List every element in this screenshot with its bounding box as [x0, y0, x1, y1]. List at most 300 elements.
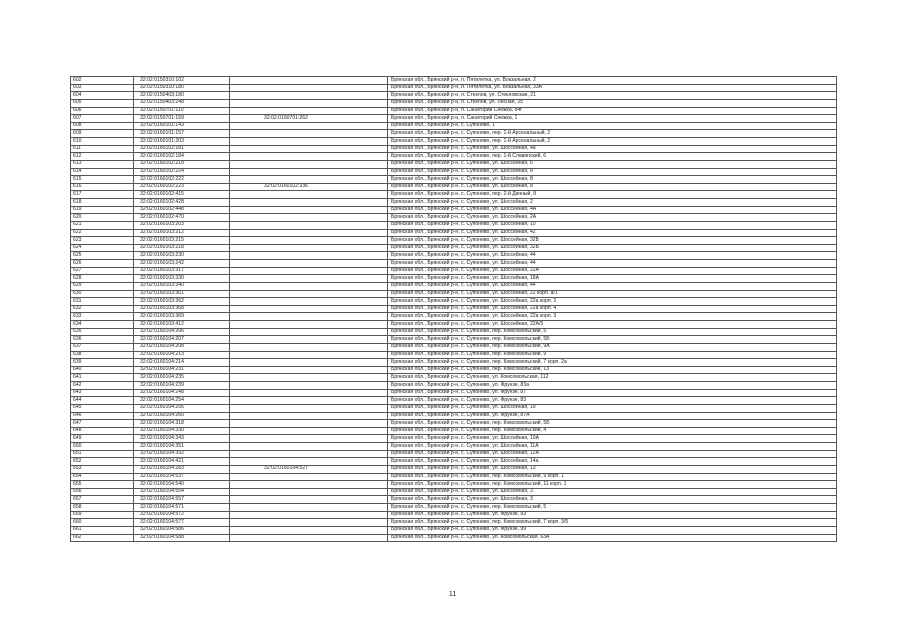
address-cell: Брянская обл., Брянский р-н, с. Супонево, пер. Комсомольский, 4	[388, 427, 837, 435]
address-cell: Брянская обл., Брянский р-н, с. Супонево, ул. Фрунзе, 83	[388, 397, 837, 405]
table-row	[71, 389, 837, 397]
row-number-cell: 613	[71, 160, 134, 168]
row-number-cell: 660	[71, 519, 134, 527]
address-cell: Брянская обл., Брянский р-н, с. Супонево, ул. Шоссейная, 2А	[388, 214, 837, 222]
row-number-cell: 605	[71, 99, 134, 107]
related-cadastral-number-cell	[230, 199, 388, 207]
table-row	[71, 275, 837, 283]
address-cell: Брянская обл., Брянский р-н, с. Супонево, ул. Шоссейная, 44	[388, 282, 837, 290]
row-number-cell: 631	[71, 298, 134, 306]
address-cell: Брянская обл., Брянский р-н, с. Супонево, ул. Шоссейная, 18А	[388, 275, 837, 283]
cadastral-number-cell: 32:02:0160103:412	[134, 321, 230, 329]
address-cell: Брянская обл., Брянский р-н, с. Супонево, ул. Шоссейная, 22а корп. 4	[388, 305, 837, 313]
cadastral-number-cell: 32:02:0160103:317	[134, 267, 230, 275]
table-row	[71, 267, 837, 275]
related-cadastral-number-cell	[230, 168, 388, 176]
cadastral-number-cell: 32:02:0160104:318	[134, 420, 230, 428]
row-number-cell: 609	[71, 130, 134, 138]
related-cadastral-number-cell	[230, 145, 388, 153]
row-number-cell: 619	[71, 206, 134, 214]
table-row	[71, 244, 837, 252]
row-number-cell: 639	[71, 359, 134, 367]
cadastral-number-cell: 32:02:0160104:537	[134, 473, 230, 481]
table-row	[71, 458, 837, 466]
related-cadastral-number-cell	[230, 313, 388, 321]
row-number-cell: 641	[71, 374, 134, 382]
table-row	[71, 206, 837, 214]
cadastral-number-cell: 32:02:0160101:157	[134, 130, 230, 138]
cadastral-number-cell: 32:02:0160102:181	[134, 145, 230, 153]
table-row	[71, 504, 837, 512]
table-row	[71, 138, 837, 146]
address-cell: Брянская обл., Брянский р-н, с. Супонево, пер. Комсомольский, 13	[388, 366, 837, 374]
cadastral-number-cell: 32:02:0160103:230	[134, 252, 230, 260]
row-number-cell: 651	[71, 450, 134, 458]
address-cell: Брянская обл., Брянский р-н, с. Супонево, ул. Шоссейная, 3	[388, 488, 837, 496]
row-number-cell: 630	[71, 290, 134, 298]
address-cell: Брянская обл., Брянский р-н, с. Супонево, пер. Комсомольский, 11 корп. 1	[388, 481, 837, 489]
table-row	[71, 427, 837, 435]
related-cadastral-number-cell	[230, 412, 388, 420]
address-cell: Брянская обл., Брянский р-н, с. Супонево, ул. Шоссейная, 22а корп. 2	[388, 298, 837, 306]
cadastral-number-cell: 32:02:0150403:180	[134, 92, 230, 100]
cadastral-number-cell: 32:02:0160102:470	[134, 214, 230, 222]
related-cadastral-number-cell	[230, 427, 388, 435]
cadastral-number-cell: 32:02:0160104:206	[134, 328, 230, 336]
address-cell: Брянская обл., Брянский р-н, с. Супонево, ул. Шоссейная, 22А/5	[388, 321, 837, 329]
cadastral-number-cell: 32:02:0160104:213	[134, 351, 230, 359]
table-row	[71, 481, 837, 489]
row-number-cell: 638	[71, 351, 134, 359]
related-cadastral-number-cell	[230, 138, 388, 146]
cadastral-number-cell: 32:02:0160104:256	[134, 404, 230, 412]
related-cadastral-number-cell	[230, 519, 388, 527]
row-number-cell: 604	[71, 92, 134, 100]
row-number-cell: 618	[71, 199, 134, 207]
table-row	[71, 153, 837, 161]
row-number-cell: 648	[71, 427, 134, 435]
address-cell: Брянская обл., Брянский р-н, п. Пятилетка, ул. Вокзальная, 33А	[388, 84, 837, 92]
related-cadastral-number-cell	[230, 336, 388, 344]
cadastral-number-cell: 32:02:0160104:392	[134, 450, 230, 458]
address-cell: Брянская обл., Брянский р-н, с. Супонево, ул. Шоссейная, 8	[388, 176, 837, 184]
cadastral-number-cell: 32:02:0160103:361	[134, 290, 230, 298]
table-row	[71, 374, 837, 382]
row-number-cell: 652	[71, 458, 134, 466]
table-row	[71, 99, 837, 107]
related-cadastral-number-cell	[230, 160, 388, 168]
table-row	[71, 84, 837, 92]
row-number-cell: 655	[71, 481, 134, 489]
row-number-cell: 643	[71, 389, 134, 397]
address-cell: Брянская обл., Брянский р-н, с. Супонево, пер. Комсомольский, 9	[388, 351, 837, 359]
cadastral-number-cell: 32:02:0160104:214	[134, 359, 230, 367]
related-cadastral-number-cell	[230, 443, 388, 451]
row-number-cell: 603	[71, 84, 134, 92]
table-body	[71, 77, 837, 542]
address-cell: Брянская обл., Брянский р-н, с. Супонево, ул. Шоссейная, 14а	[388, 458, 837, 466]
address-cell: Брянская обл., Брянский р-н, с. Супонево, ул. Фрунзе, 87А	[388, 412, 837, 420]
table-row	[71, 130, 837, 138]
table-row	[71, 465, 837, 473]
table-row	[71, 298, 837, 306]
table-row	[71, 168, 837, 176]
address-cell: Брянская обл., Брянский р-н, с. Супонево, ул. Шоссейная, 6	[388, 160, 837, 168]
cadastral-number-cell: 32:02:0160102:448	[134, 206, 230, 214]
table-row	[71, 519, 837, 527]
table-row	[71, 420, 837, 428]
row-number-cell: 608	[71, 122, 134, 130]
table-row	[71, 290, 837, 298]
cadastral-number-cell: 32:02:0160102:218	[134, 160, 230, 168]
related-cadastral-number-cell	[230, 130, 388, 138]
row-number-cell: 624	[71, 244, 134, 252]
cadastral-number-cell: 32:02:0150701:159	[134, 115, 230, 123]
row-number-cell: 606	[71, 107, 134, 115]
related-cadastral-number-cell: 32:02:0160104:527	[230, 465, 388, 473]
table-row	[71, 252, 837, 260]
address-cell: Брянская обл., Брянский р-н, с. Супонево, ул. Шоссейная, 19	[388, 404, 837, 412]
table-row	[71, 260, 837, 268]
table-row	[71, 526, 837, 534]
cadastral-number-cell: 32:02:0160103:369	[134, 313, 230, 321]
related-cadastral-number-cell	[230, 321, 388, 329]
related-cadastral-number-cell	[230, 488, 388, 496]
cadastral-number-cell: 32:02:0160104:421	[134, 458, 230, 466]
address-cell: Брянская обл., Брянский р-н, п. Санаторий Снежка, 84г	[388, 107, 837, 115]
table-row	[71, 145, 837, 153]
row-number-cell: 614	[71, 168, 134, 176]
related-cadastral-number-cell	[230, 504, 388, 512]
related-cadastral-number-cell	[230, 191, 388, 199]
cadastral-number-cell: 32:02:0160104:239	[134, 382, 230, 390]
row-number-cell: 649	[71, 435, 134, 443]
related-cadastral-number-cell	[230, 389, 388, 397]
address-cell: Брянская обл., Брянский р-н, с. Супонево, ул. Шоссейная, 10	[388, 221, 837, 229]
related-cadastral-number-cell	[230, 206, 388, 214]
address-cell: Брянская обл., Брянский р-н, с. Супонево, пер. Комсомольский, 5Б	[388, 420, 837, 428]
cadastral-number-cell: 32:02:0160104:571	[134, 504, 230, 512]
address-cell: Брянская обл., Брянский р-н, с. Супонево, ул. Шоссейная, 44	[388, 260, 837, 268]
cadastral-number-cell: 32:02:0160102:223	[134, 183, 230, 191]
table-row	[71, 237, 837, 245]
row-number-cell: 662	[71, 534, 134, 542]
address-cell: Брянская обл., Брянский р-н, с. Супонево, ул. Шоссейная, 4А	[388, 206, 837, 214]
table-row	[71, 404, 837, 412]
address-cell: Брянская обл., Брянский р-н, с. Супонево, ул. Шоссейная, 44	[388, 252, 837, 260]
table-row	[71, 191, 837, 199]
address-cell: Брянская обл., Брянский р-н, с. Супонево, ул. Шоссейная, 10А	[388, 435, 837, 443]
related-cadastral-number-cell	[230, 275, 388, 283]
related-cadastral-number-cell	[230, 107, 388, 115]
address-cell: Брянская обл., Брянский р-н, с. Супонево, ул. Фрунзе, 93	[388, 511, 837, 519]
row-number-cell: 626	[71, 260, 134, 268]
cadastral-number-cell: 32:02:0160104:330	[134, 427, 230, 435]
table-row	[71, 107, 837, 115]
row-number-cell: 607	[71, 115, 134, 123]
table-row	[71, 221, 837, 229]
row-number-cell: 620	[71, 214, 134, 222]
row-number-cell: 610	[71, 138, 134, 146]
row-number-cell: 623	[71, 237, 134, 245]
related-cadastral-number-cell	[230, 526, 388, 534]
cadastral-number-cell: 32:02:0160103:362	[134, 298, 230, 306]
cadastral-number-cell: 32:02:0160102:415	[134, 191, 230, 199]
table-row	[71, 122, 837, 130]
cadastral-number-cell: 32:02:0150701:110	[134, 107, 230, 115]
related-cadastral-number-cell	[230, 420, 388, 428]
cadastral-number-cell: 32:02:0160103:215	[134, 237, 230, 245]
address-cell: Брянская обл., Брянский р-н, с. Супонево, пер. 1-й Арсенальный, 2	[388, 138, 837, 146]
related-cadastral-number-cell	[230, 511, 388, 519]
related-cadastral-number-cell	[230, 260, 388, 268]
table-row	[71, 176, 837, 184]
related-cadastral-number-cell	[230, 397, 388, 405]
row-number-cell: 656	[71, 488, 134, 496]
row-number-cell: 611	[71, 145, 134, 153]
address-cell: Брянская обл., Брянский р-н, с. Супонево, пер. Комсомольский, 9А	[388, 343, 837, 351]
cadastral-number-cell: 32:02:0160104:588	[134, 534, 230, 542]
cadastral-number-cell: 32:02:0160104:260	[134, 412, 230, 420]
related-cadastral-number-cell	[230, 252, 388, 260]
row-number-cell: 635	[71, 328, 134, 336]
address-cell: Брянская обл., Брянский р-н, с. Супонево, пер. Комсомольский, 9 корп. 1	[388, 473, 837, 481]
row-number-cell: 636	[71, 336, 134, 344]
cadastral-number-cell: 32:02:0160102:222	[134, 176, 230, 184]
row-number-cell: 642	[71, 382, 134, 390]
address-cell: Брянская обл., Брянский р-н, с. Супонево, 1	[388, 122, 837, 130]
address-cell: Брянская обл., Брянский р-н, с. Супонево, пер. Комсомольский, 7 корп. 2а	[388, 359, 837, 367]
related-cadastral-number-cell	[230, 328, 388, 336]
table-row	[71, 534, 837, 542]
table-row	[71, 336, 837, 344]
row-number-cell: 602	[71, 77, 134, 85]
table-row	[71, 412, 837, 420]
related-cadastral-number-cell	[230, 458, 388, 466]
cadastral-number-cell: 32:02:0160103:340	[134, 282, 230, 290]
address-cell: Брянская обл., Брянский р-н, с. Супонево, ул. Шоссейная, 32Б	[388, 244, 837, 252]
row-number-cell: 657	[71, 496, 134, 504]
related-cadastral-number-cell	[230, 305, 388, 313]
cadastral-table	[70, 76, 837, 542]
address-cell: Брянская обл., Брянский р-н, с. Супонево, пер. 1-й Славянский, 6	[388, 153, 837, 161]
table-row	[71, 183, 837, 191]
cadastral-number-cell: 32:02:0160104:540	[134, 481, 230, 489]
related-cadastral-number-cell	[230, 176, 388, 184]
address-cell: Брянская обл., Брянский р-н, с. Супонево, ул. Шоссейная, 42	[388, 229, 837, 237]
address-cell: Брянская обл., Брянский р-н, с. Супонево, пер. Комсомольский, 7 корп. 3/5	[388, 519, 837, 527]
related-cadastral-number-cell	[230, 435, 388, 443]
cadastral-number-cell: 32:02:0160104:208	[134, 343, 230, 351]
row-number-cell: 647	[71, 420, 134, 428]
row-number-cell: 654	[71, 473, 134, 481]
related-cadastral-number-cell	[230, 534, 388, 542]
table-row	[71, 351, 837, 359]
row-number-cell: 650	[71, 443, 134, 451]
row-number-cell: 661	[71, 526, 134, 534]
table-row	[71, 397, 837, 405]
cadastral-number-cell: 32:02:0160104:254	[134, 397, 230, 405]
table-row	[71, 313, 837, 321]
address-cell: Брянская обл., Брянский р-н, с. Супонево, ул. Фрунзе, 87	[388, 389, 837, 397]
row-number-cell: 659	[71, 511, 134, 519]
address-cell: Брянская обл., Брянский р-н, с. Супонево, пер. 1-й Арсенальный, 2	[388, 130, 837, 138]
address-cell: Брянская обл., Брянский р-н, с. Супонево, ул. Комсомольская, 63А	[388, 534, 837, 542]
related-cadastral-number-cell	[230, 374, 388, 382]
row-number-cell: 617	[71, 191, 134, 199]
related-cadastral-number-cell	[230, 237, 388, 245]
row-number-cell: 637	[71, 343, 134, 351]
table-row	[71, 214, 837, 222]
address-cell: Брянская обл., Брянский р-н, с. Супонево, ул. Шоссейная, 32Б	[388, 237, 837, 245]
row-number-cell: 640	[71, 366, 134, 374]
table-row	[71, 305, 837, 313]
cadastral-number-cell: 32:02:0160102:224	[134, 168, 230, 176]
related-cadastral-number-cell	[230, 450, 388, 458]
cadastral-number-cell: 32:02:0160104:351	[134, 443, 230, 451]
cadastral-number-cell: 32:02:0160104:586	[134, 526, 230, 534]
row-number-cell: 644	[71, 397, 134, 405]
row-number-cell: 625	[71, 252, 134, 260]
row-number-cell: 645	[71, 404, 134, 412]
cadastral-number-cell: 32:02:0160104:283	[134, 465, 230, 473]
related-cadastral-number-cell	[230, 473, 388, 481]
related-cadastral-number-cell	[230, 92, 388, 100]
table-row	[71, 511, 837, 519]
cadastral-number-cell: 32:02:0160104:572	[134, 511, 230, 519]
address-cell: Брянская обл., Брянский р-н, с. Супонево, ул. Шоссейная, 22А	[388, 267, 837, 275]
related-cadastral-number-cell	[230, 366, 388, 374]
address-cell: Брянская обл., Брянский р-н, с. Супонево, пер. 2-й Дачный, 8	[388, 191, 837, 199]
related-cadastral-number-cell	[230, 153, 388, 161]
table-row	[71, 282, 837, 290]
cadastral-number-cell: 32:02:0160103:368	[134, 305, 230, 313]
address-cell: Брянская обл., Брянский р-н, с. Супонево, ул. Шоссейная, 2	[388, 199, 837, 207]
address-cell: Брянская обл., Брянский р-н, с. Супонево, ул. Фрунзе, 83а	[388, 382, 837, 390]
related-cadastral-number-cell	[230, 267, 388, 275]
cadastral-number-cell: 32:02:0160101:143	[134, 122, 230, 130]
table-row	[71, 92, 837, 100]
address-cell: Брянская обл., Брянский р-н, с. Супонево, ул. Шоссейная, 4а	[388, 145, 837, 153]
cadastral-number-cell: 32:02:0160104:231	[134, 366, 230, 374]
row-number-cell: 627	[71, 267, 134, 275]
related-cadastral-number-cell	[230, 244, 388, 252]
row-number-cell: 616	[71, 183, 134, 191]
address-cell: Брянская обл., Брянский р-н, с. Супонево, пер. Комсомольский, 5	[388, 504, 837, 512]
cadastral-number-cell: 32:02:0160103:330	[134, 275, 230, 283]
related-cadastral-number-cell	[230, 77, 388, 85]
related-cadastral-number-cell	[230, 282, 388, 290]
related-cadastral-number-cell: 32:02:0160102:336	[230, 183, 388, 191]
cadastral-number-cell: 32:02:0150310:180	[134, 84, 230, 92]
table-row	[71, 160, 837, 168]
related-cadastral-number-cell	[230, 351, 388, 359]
table-row	[71, 199, 837, 207]
address-cell: Брянская обл., Брянский р-н, с. Супонево, ул. Шоссейная, 13	[388, 465, 837, 473]
table-row	[71, 321, 837, 329]
table-row	[71, 443, 837, 451]
row-number-cell: 658	[71, 504, 134, 512]
address-cell: Брянская обл., Брянский р-н, с. Супонево, пер. Комсомольский, 5Б	[388, 336, 837, 344]
row-number-cell: 615	[71, 176, 134, 184]
table-row	[71, 382, 837, 390]
cadastral-number-cell: 32:02:0160102:428	[134, 199, 230, 207]
row-number-cell: 633	[71, 313, 134, 321]
table-row	[71, 366, 837, 374]
related-cadastral-number-cell	[230, 382, 388, 390]
cadastral-number-cell: 32:02:0160104:557	[134, 496, 230, 504]
related-cadastral-number-cell	[230, 298, 388, 306]
row-number-cell: 628	[71, 275, 134, 283]
address-cell: Брянская обл., Брянский р-н, с. Супонево, ул. Шоссейная, 22а корп. 3	[388, 313, 837, 321]
row-number-cell: 646	[71, 412, 134, 420]
related-cadastral-number-cell	[230, 359, 388, 367]
related-cadastral-number-cell	[230, 229, 388, 237]
cadastral-number-cell: 32:02:0160104:577	[134, 519, 230, 527]
address-cell: Брянская обл., Брянский р-н, с. Супонево, ул. Шоссейная, 8	[388, 183, 837, 191]
cadastral-number-cell: 32:02:0160104:554	[134, 488, 230, 496]
related-cadastral-number-cell	[230, 99, 388, 107]
table-row	[71, 328, 837, 336]
address-cell: Брянская обл., Брянский р-н, п. Стеклов, ул. Стекловская, 21	[388, 92, 837, 100]
table-row	[71, 496, 837, 504]
row-number-cell: 612	[71, 153, 134, 161]
cadastral-number-cell: 32:02:0150403:248	[134, 99, 230, 107]
row-number-cell: 653	[71, 465, 134, 473]
cadastral-number-cell: 32:02:0160104:343	[134, 435, 230, 443]
address-cell: Брянская обл., Брянский р-н, с. Супонево, ул. Шоссейная, 11А	[388, 443, 837, 451]
table-row	[71, 488, 837, 496]
address-cell: Брянская обл., Брянский р-н, п. Санаторий Снежка, 1	[388, 115, 837, 123]
cadastral-number-cell: 32:02:0160104:248	[134, 389, 230, 397]
cadastral-number-cell: 32:02:0150310:102	[134, 77, 230, 85]
cadastral-number-cell: 32:02:0160103:242	[134, 260, 230, 268]
table-row	[71, 359, 837, 367]
row-number-cell: 634	[71, 321, 134, 329]
related-cadastral-number-cell	[230, 481, 388, 489]
row-number-cell: 632	[71, 305, 134, 313]
table-row	[71, 115, 837, 123]
related-cadastral-number-cell	[230, 214, 388, 222]
cadastral-number-cell: 32:02:0160102:184	[134, 153, 230, 161]
address-cell: Брянская обл., Брянский р-н, п. Стеклов, ул. Лесная, 25	[388, 99, 837, 107]
address-cell: Брянская обл., Брянский р-н, с. Супонево, ул. Шоссейная, 22 корп. а/1	[388, 290, 837, 298]
related-cadastral-number-cell	[230, 221, 388, 229]
cadastral-number-cell: 32:02:0160104:207	[134, 336, 230, 344]
address-cell: Брянская обл., Брянский р-н, с. Супонево, ул. Шоссейная, 12А	[388, 450, 837, 458]
related-cadastral-number-cell	[230, 404, 388, 412]
table-row	[71, 450, 837, 458]
table-row	[71, 229, 837, 237]
row-number-cell: 622	[71, 229, 134, 237]
cadastral-number-cell: 32:02:0160103:218	[134, 244, 230, 252]
cadastral-number-cell: 32:02:0160104:235	[134, 374, 230, 382]
page-number: 11	[448, 591, 457, 598]
address-cell: Брянская обл., Брянский р-н, п. Пятилетка, ул. Вокзальная, 2	[388, 77, 837, 85]
cadastral-number-cell: 32:02:0160101:203	[134, 138, 230, 146]
address-cell: Брянская обл., Брянский р-н, с. Супонево, ул. Шоссейная, 3	[388, 496, 837, 504]
row-number-cell: 621	[71, 221, 134, 229]
table-row	[71, 77, 837, 85]
address-cell: Брянская обл., Брянский р-н, с. Супонево, пер. Комсомольский, 5	[388, 328, 837, 336]
table-row	[71, 435, 837, 443]
related-cadastral-number-cell	[230, 290, 388, 298]
address-cell: Брянская обл., Брянский р-н, с. Супонево, ул. Комсомольская, 112	[388, 374, 837, 382]
related-cadastral-number-cell	[230, 496, 388, 504]
related-cadastral-number-cell	[230, 343, 388, 351]
cadastral-number-cell: 32:02:0160103:203	[134, 221, 230, 229]
table-row	[71, 473, 837, 481]
